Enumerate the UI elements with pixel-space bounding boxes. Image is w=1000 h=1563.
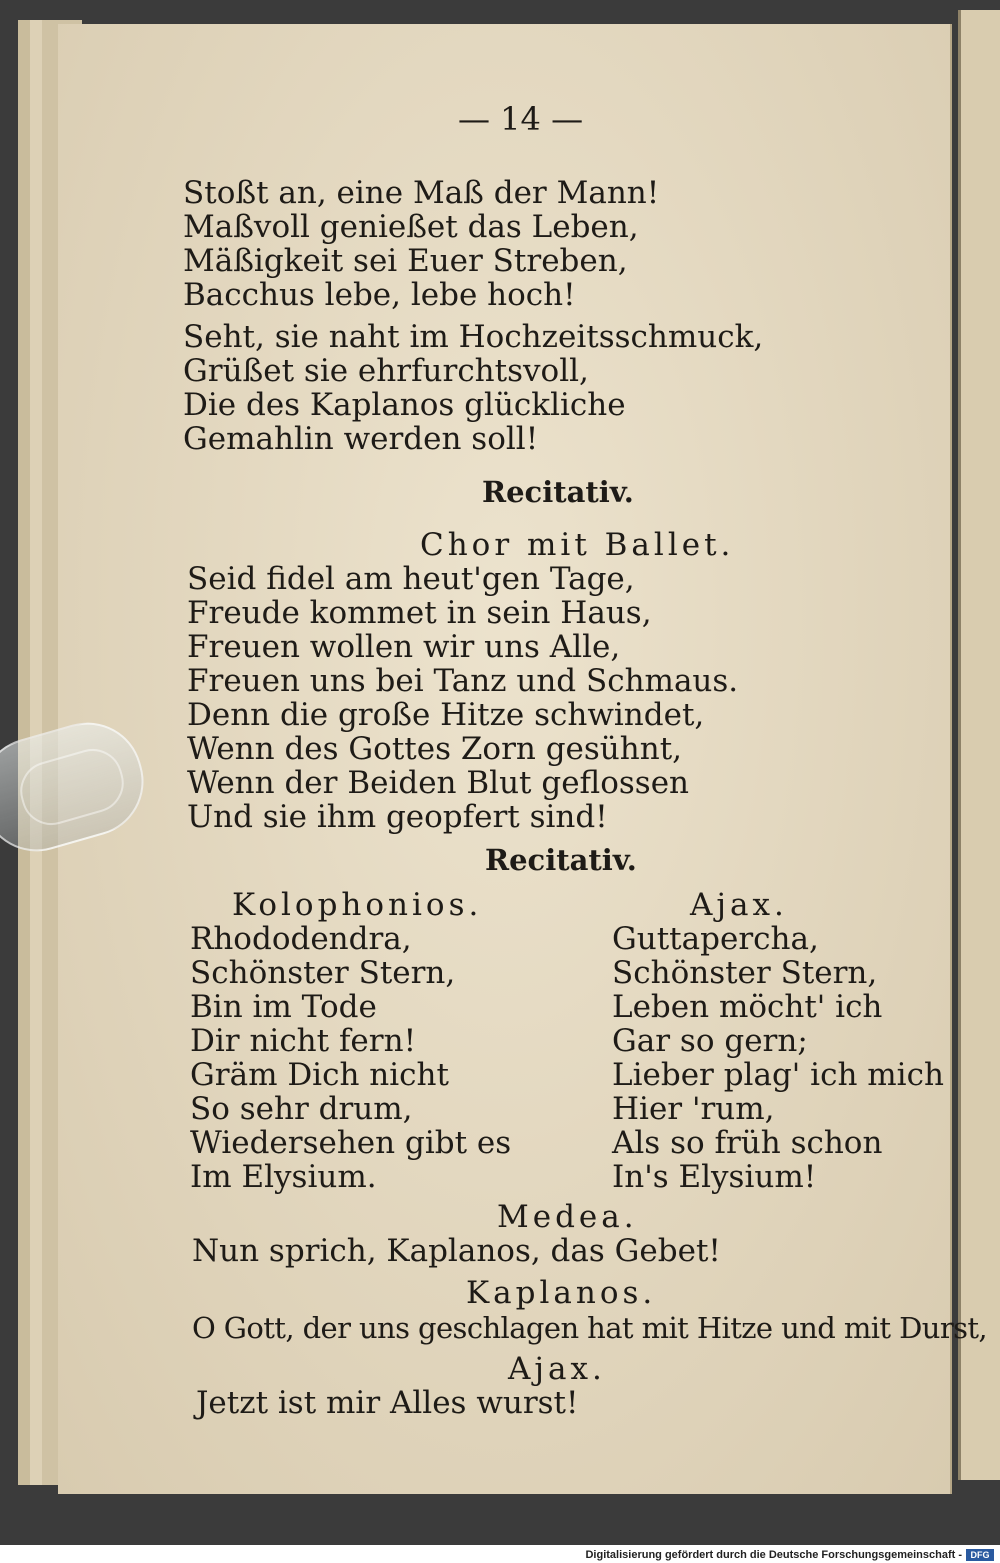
page-number: — 14 — xyxy=(458,100,584,138)
speaker-heading: Chor mit Ballet. xyxy=(420,527,735,563)
verse-line: Seht, sie naht im Hochzeitsschmuck, xyxy=(183,319,764,355)
verse-line: Seid fidel am heut'gen Tage, xyxy=(187,561,635,597)
verse-line: Leben möcht' ich xyxy=(612,989,883,1025)
dfg-logo: DFG xyxy=(966,1549,994,1561)
verse-line: Stoßt an, eine Maß der Mann! xyxy=(183,175,660,211)
verse-line: Rhododendra, xyxy=(190,921,412,957)
verse-line: Guttapercha, xyxy=(612,921,819,957)
speaker-heading: Ajax. xyxy=(508,1351,606,1387)
verse-line: Und sie ihm geopfert sind! xyxy=(187,799,608,835)
facing-page-edge xyxy=(958,10,1000,1480)
verse-line: Als so früh schon xyxy=(612,1125,883,1161)
verse-line: Schönster Stern, xyxy=(612,955,878,991)
footer-credit: Digitalisierung gefördert durch die Deutsche Forschungsgemeinschaft - xyxy=(585,1549,962,1561)
speaker-heading: Medea. xyxy=(497,1199,638,1235)
verse-line: Mäßigkeit sei Euer Streben, xyxy=(183,243,628,279)
verse-line: Wenn des Gottes Zorn gesühnt, xyxy=(187,731,683,767)
section-heading: Recitativ. xyxy=(482,475,634,509)
verse-line: Die des Kaplanos glückliche xyxy=(183,387,626,423)
verse-line: Jetzt ist mir Alles wurst! xyxy=(196,1385,579,1421)
verse-line: Wiedersehen gibt es xyxy=(190,1125,512,1161)
verse-line: Lieber plag' ich mich xyxy=(612,1057,944,1093)
verse-line: Grüßet sie ehrfurchtsvoll, xyxy=(183,353,589,389)
speaker-heading: Kaplanos. xyxy=(466,1275,657,1311)
verse-line: Freuen wollen wir uns Alle, xyxy=(187,629,621,665)
verse-line: Hier 'rum, xyxy=(612,1091,775,1127)
verse-line: Nun sprich, Kaplanos, das Gebet! xyxy=(192,1233,721,1269)
verse-line: Freude kommet in sein Haus, xyxy=(187,595,652,631)
verse-line: So sehr drum, xyxy=(190,1091,413,1127)
footer-bar xyxy=(0,1545,1000,1563)
verse-line: Im Elysium. xyxy=(190,1159,377,1195)
speaker-heading: Kolophonios. xyxy=(232,887,483,923)
speaker-heading: Ajax. xyxy=(690,887,788,923)
verse-line: Freuen uns bei Tanz und Schmaus. xyxy=(187,663,739,699)
verse-line: Denn die große Hitze schwindet, xyxy=(187,697,705,733)
verse-line: Dir nicht fern! xyxy=(190,1023,417,1059)
verse-line: O Gott, der uns geschlagen hat mit Hitze und mit Durst, xyxy=(192,1311,988,1345)
verse-line: Maßvoll genießet das Leben, xyxy=(183,209,639,245)
verse-line: In's Elysium! xyxy=(612,1159,817,1195)
verse-line: Bin im Tode xyxy=(190,989,377,1025)
verse-line: Bacchus lebe, lebe hoch! xyxy=(183,277,576,313)
verse-line: Wenn der Beiden Blut geflossen xyxy=(187,765,690,801)
verse-line: Schönster Stern, xyxy=(190,955,456,991)
verse-line: Gemahlin werden soll! xyxy=(183,421,539,457)
verse-line: Gräm Dich nicht xyxy=(190,1057,449,1093)
section-heading: Recitativ. xyxy=(485,843,637,877)
verse-line: Gar so gern; xyxy=(612,1023,808,1059)
